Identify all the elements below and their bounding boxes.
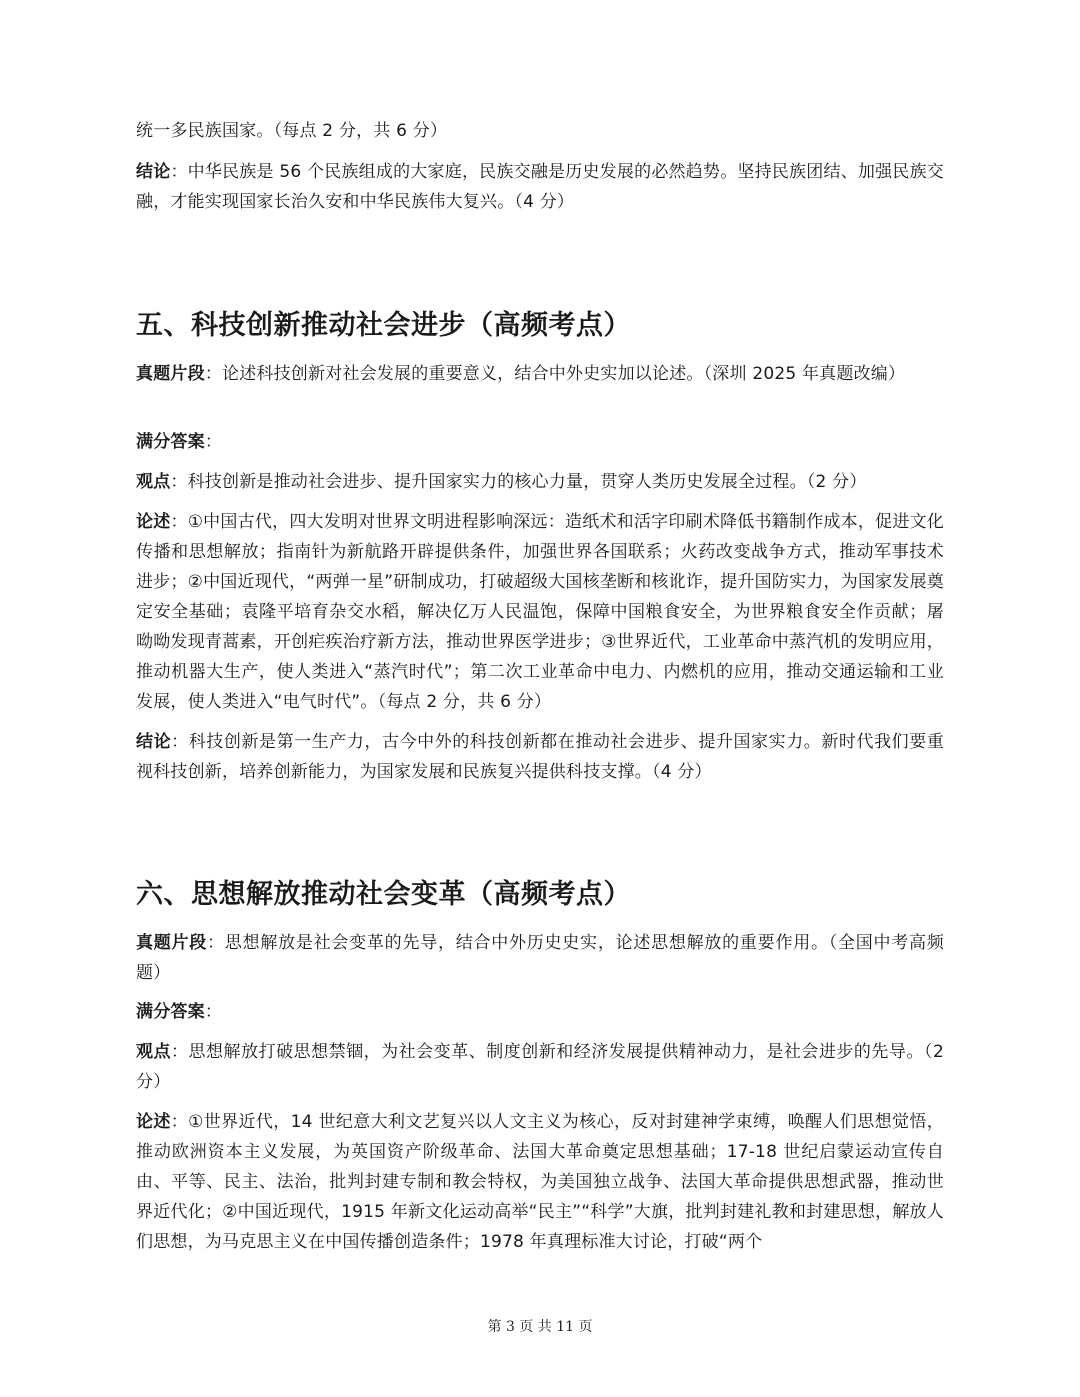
answer-label: 满分答案 — [136, 1002, 205, 1022]
paragraph-prev-conclusion — [136, 157, 944, 217]
paragraph-five-view — [136, 467, 944, 497]
paragraph-five-conclusion — [136, 727, 944, 787]
argument-label: 论述 — [136, 1112, 171, 1132]
argument-text: ：①世界近代，14 世纪意大利文艺复兴以人文主义为核心，反对封建神学束缚，唤醒人们思想觉悟，推动欧洲资本主义发展，为英国资产阶级革命、法国大革命奠定思想基础；17-18 世纪启蒙运动宣传自由、平等、民主、法治，批判封建专制和教会特权，为美国独立战争、法国大革命提供思想武器，推动世界近代化；②中国近现代，1915 年新文化运动高举“民主”“科学”大旗，批判封建礼教和封建思想，解放人们思想，为马克思主义在中国传播创造条件；1978 年真理标准大讨论，打破“两个 — [136, 1112, 944, 1252]
argument-label: 论述 — [136, 512, 171, 532]
view-text: ：思想解放打破思想禁锢，为社会变革、制度创新和经济发展提供精神动力，是社会进步的先导。（2 分） — [136, 1042, 944, 1092]
paragraph-six-view — [136, 1037, 944, 1097]
prev-tail-text: 统一多民族国家。（每点 2 分，共 6 分） — [136, 121, 448, 141]
conclusion-text: ：中华民族是 56 个民族组成的大家庭，民族交融是历史发展的必然趋势。坚持民族团结、加强民族交融，才能实现国家长治久安和中华民族伟大复兴。（4 分） — [136, 162, 944, 212]
argument-text: ：①中国古代，四大发明对世界文明进程影响深远：造纸术和活字印刷术降低书籍制作成本，促进文化传播和思想解放；指南针为新航路开辟提供条件，加强世界各国联系；火药改变战争方式，推动军事技术进步；②中国近现代，“两弹一星”研制成功，打破超级大国核垄断和核讹诈，提升国防实力，为国家发展奠定安全基础；袁隆平培育杂交水稻，解决亿万人民温饱，保障中国粮食安全，为世界粮食安全作贡献；屠呦呦发现青蒿素，开创疟疾治疗新方法，推动世界医学进步；③世界近代，工业革命中蒸汽机的发明应用，推动机器大生产，使人类进入“蒸汽时代”；第二次工业革命中电力、内燃机的应用，推动交通运输和工业发展，使人类进入“电气时代”。（每点 2 分，共 6 分） — [136, 512, 944, 712]
paragraph-six-question — [136, 928, 944, 988]
section-six-title: 六、思想解放推动社会变革（高频考点） — [136, 879, 631, 910]
question-text: ：论述科技创新对社会发展的重要意义，结合中外史实加以论述。（深圳 2025 年真题改编） — [204, 364, 906, 384]
view-text: ：科技创新是推动社会进步、提升国家实力的核心力量，贯穿人类历史发展全过程。（2 分） — [170, 472, 867, 492]
conclusion-label: 结论 — [136, 732, 172, 752]
answer-label: 满分答案 — [136, 432, 205, 452]
view-label: 观点 — [136, 1042, 172, 1062]
view-label: 观点 — [136, 472, 171, 492]
conclusion-label: 结论 — [136, 162, 171, 182]
answer-colon: ： — [204, 432, 223, 452]
conclusion-text: ：科技创新是第一生产力，古今中外的科技创新都在推动社会进步、提升国家实力。新时代我们要重视科技创新，培养创新能力，为国家发展和民族复兴提供科技支撑。（4 分） — [136, 732, 944, 782]
page-footer: 第 3 页 共 11 页 — [487, 1319, 593, 1335]
answer-colon: ： — [204, 1002, 223, 1022]
paragraph-five-answer-label — [136, 427, 944, 457]
paragraph-five-question — [136, 359, 944, 389]
paragraph-six-answer-label — [136, 997, 944, 1027]
question-text: ：思想解放是社会变革的先导，结合中外历史史实，论述思想解放的重要作用。（全国中考高频题） — [136, 933, 944, 983]
question-label: 真题片段 — [136, 364, 205, 384]
section-five-title: 五、科技创新推动社会进步（高频考点） — [136, 310, 631, 341]
paragraph-five-argument — [136, 507, 944, 717]
paragraph-six-argument — [136, 1107, 944, 1257]
question-label: 真题片段 — [136, 933, 208, 953]
paragraph-prev-tail — [136, 116, 944, 146]
